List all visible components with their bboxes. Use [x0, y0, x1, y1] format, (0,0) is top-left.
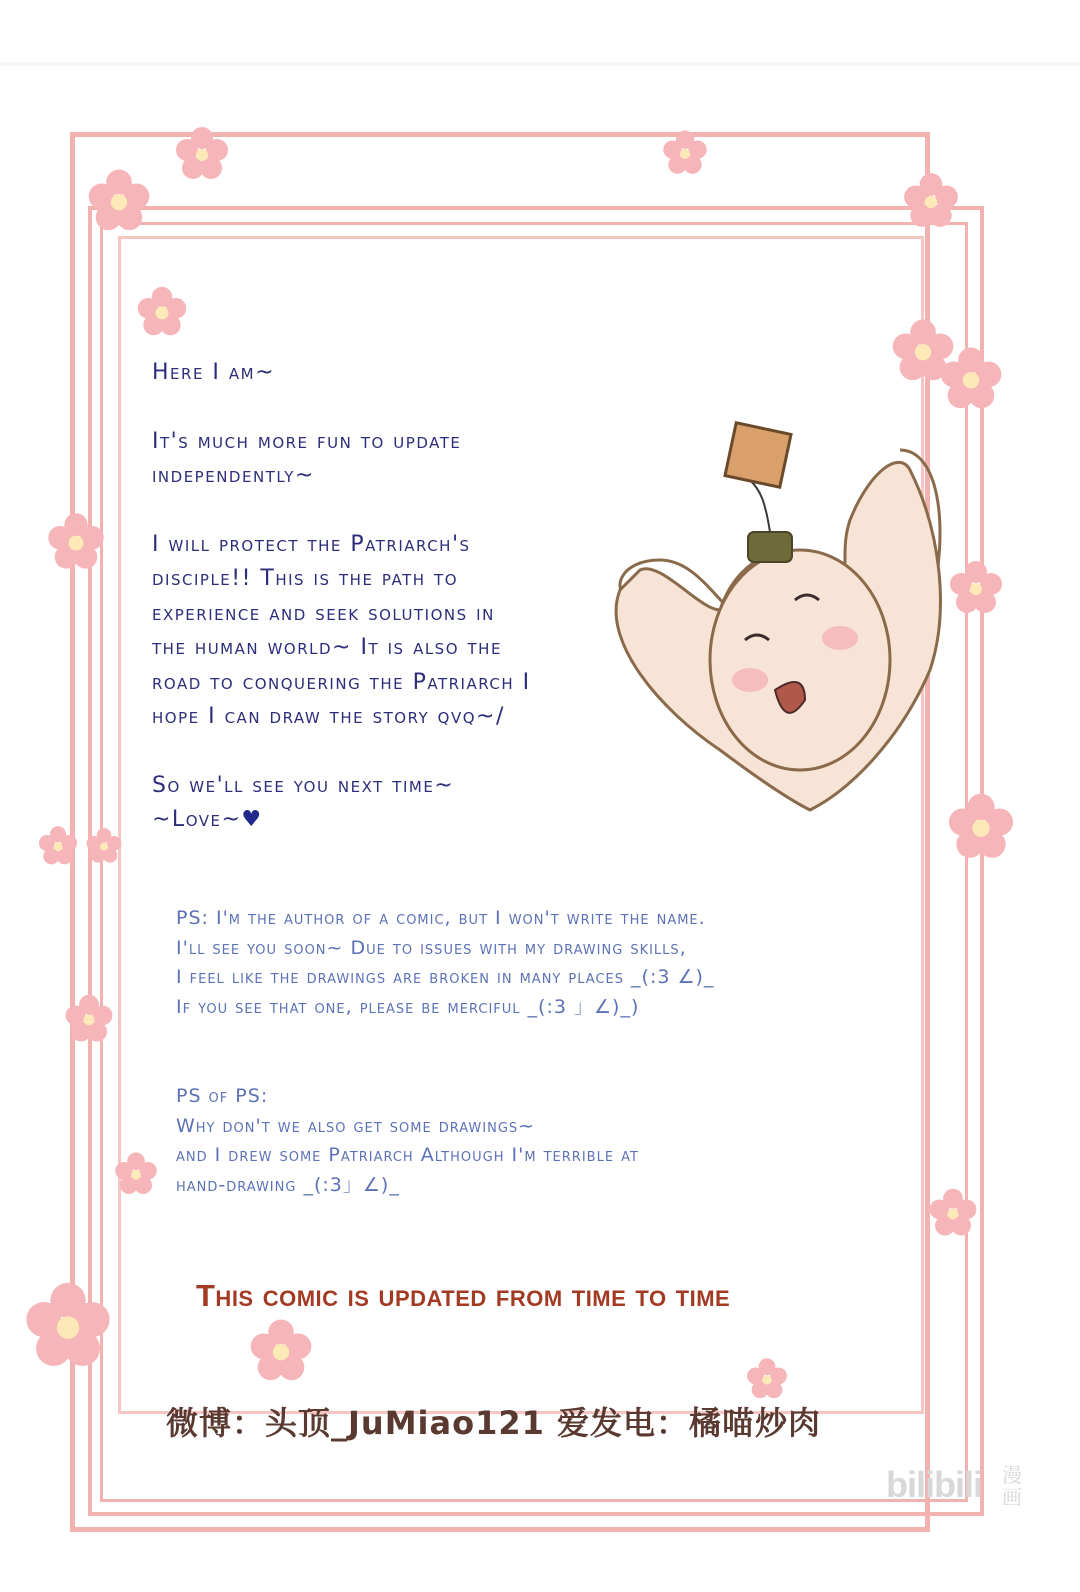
letter-greeting: Here I am~: [152, 360, 276, 385]
cherry-blossom-icon: [84, 166, 154, 236]
cherry-blossom-icon: [926, 1186, 980, 1240]
cherry-blossom-icon: [660, 128, 710, 178]
cherry-blossom-icon: [744, 1356, 790, 1402]
cheering-mascot-illustration: [600, 410, 960, 820]
cherry-blossom-icon: [936, 344, 1006, 414]
cherry-blossom-icon: [172, 124, 232, 184]
cherry-blossom-icon: [900, 170, 962, 232]
watermark-sub: 漫画: [1002, 1463, 1022, 1509]
cherry-blossom-icon: [44, 510, 108, 574]
letter-closing-text: So we'll see you next time~ ~Love~: [152, 772, 455, 832]
cherry-blossom-icon: [36, 824, 80, 868]
letter-paragraph-2: I will protect the Patriarch's disciple!! This is the path to experience and seek solutions in the human world~ It is also the road to conquering the Patriarch I hope I can draw the story qvq~/: [152, 531, 531, 729]
update-notice: This comic is updated from time to time: [196, 1278, 731, 1313]
heart-icon: ♥: [241, 807, 263, 832]
author-social-credit: 微博：头顶_JuMiao121 爱发电：橘喵炒肉: [166, 1404, 822, 1442]
cherry-blossom-icon: [134, 284, 190, 340]
watermark-brand: bilibili: [886, 1464, 982, 1505]
cherry-blossom-icon: [246, 1316, 316, 1386]
cherry-blossom-icon: [112, 1150, 160, 1198]
postscript: PS: I'm the author of a comic, but I won't write the name. I'll see you soon~ Due to issues with my drawing skills, I feel like the drawings are broken in many places _(:3 ∠)_ If you see that one, please be merciful _(:3 」∠)_): [176, 907, 715, 1018]
divider: [0, 62, 1080, 66]
afterword-letter: [152, 356, 622, 838]
letter-closing: [152, 769, 622, 838]
cherry-blossom-icon: [20, 1278, 116, 1374]
postscript-of-postscript: PS of PS: Why don't we also get some drawings~ and I drew some Patriarch Although I'm terrible at hand-drawing _(:3」∠)_: [176, 1085, 639, 1196]
cherry-blossom-icon: [84, 826, 124, 866]
bilibili-comics-watermark: [886, 1460, 1036, 1520]
cherry-blossom-icon: [62, 992, 116, 1046]
letter-paragraph-1: It's much more fun to update independently~: [152, 428, 462, 488]
